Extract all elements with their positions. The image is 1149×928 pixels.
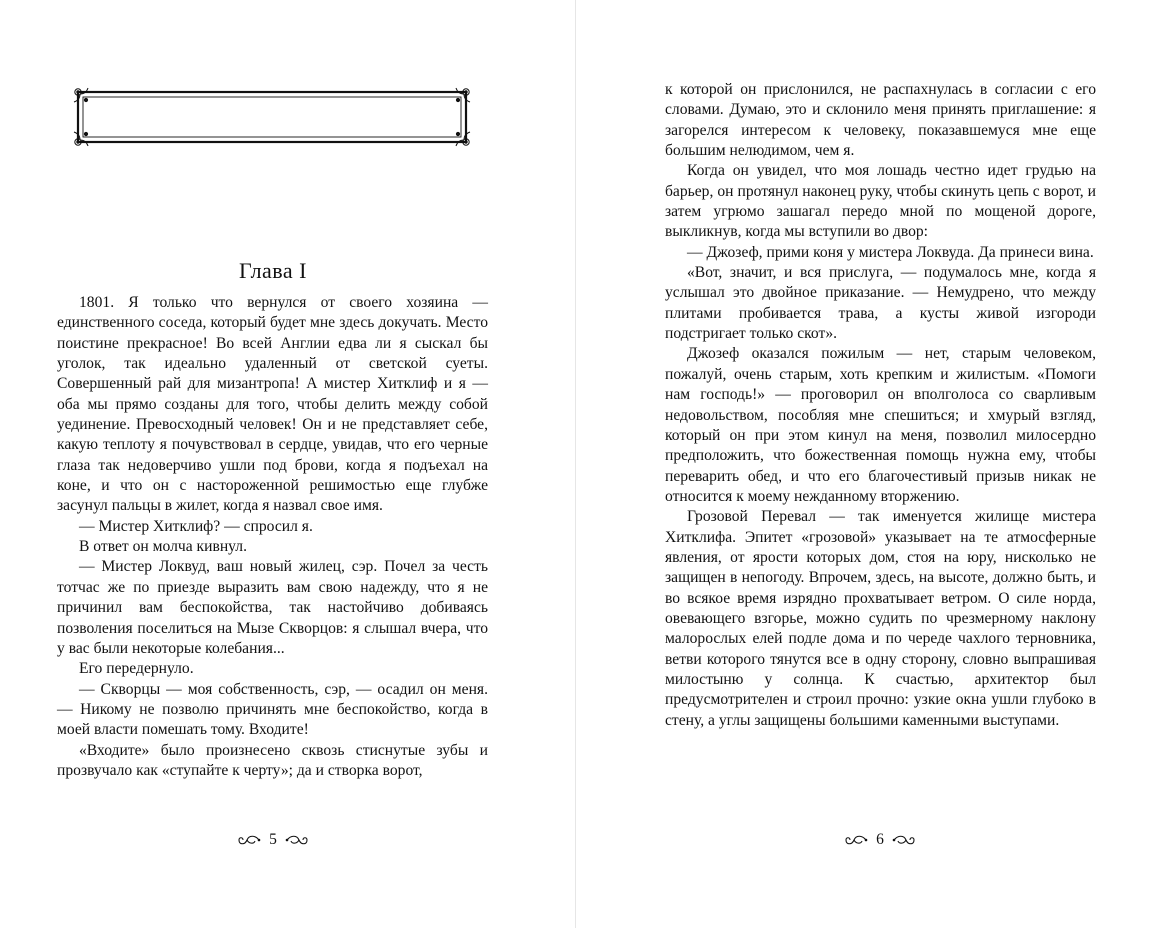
paragraph: 1801. Я только что вернулся от своего хозяина — единственного соседа, который будет мне здесь докучать. Место поистине прекрасное! Во всей Англии едва ли я сыскал бы уголок, так идеально удаленный от светской суеты. Совершенный рай для мизантропа! А мистер Хитклиф и я — оба мы прямо созданы для того, чтобы делить между собой уединение. Превосходный человек! Он и не представляет себе, какую теплоту я почувствовал в сердце, увидав, что его черные глаза так недоверчиво ушли под брови, когда я подъехал на коне, и что он с настороженной решимостью еще глубже засунул пальцы в жилет, когда я назвал свое имя. (57, 294, 488, 515)
paragraph: Когда он увидел, что моя лошадь честно идет грудью на барьер, он протянул наконец руку, чтобы скинуть цепь с ворот, и затем угрюмо зашагал передо мной по мощеной дороге, выкликнув, когда мы вступили во двор: (665, 162, 1096, 241)
paragraph: Джозеф оказался пожилым — нет, старым человеком, пожалуй, очень старым, хоть крепким и жилистым. «Помоги нам господь!» — проговорил он вполголоса со сварливым недовольством, пособляя мне спешиться; и хмурый взгляд, который он при этом кинул на меня, позволил милосердно предположить, что божественная помощь нужна ему, чтобы переварить обед, и что его благочестивый призыв никак не относится к моему нежданному вторжению. (665, 345, 1096, 505)
paragraph: «Входите» было произнесено сквозь стиснутые зубы и прозвучало как «ступайте к черту»; да и створка ворот, (57, 741, 488, 779)
chapter-ornamental-frame (64, 84, 480, 150)
left-text-column (57, 293, 488, 781)
page-number-footer (213, 829, 333, 851)
flourish-right-icon (285, 833, 309, 847)
flourish-left-icon (844, 833, 868, 847)
paragraph: Его передернуло. (79, 660, 194, 678)
paragraph: — Мистер Хитклиф? — спросил я. (79, 517, 313, 535)
right-text-column (665, 80, 1096, 731)
paragraph: В ответ он молча кивнул. (79, 538, 247, 556)
chapter-title: Глава I (239, 258, 307, 283)
paragraph: — Мистер Локвуд, ваш новый жилец, сэр. Почел за честь тотчас же по приезде выразить вам свою надежду, что я не причинил вам беспокойства, так настойчиво добиваясь позволения поселиться на Мызе Скворцов: я слышал вчера, что у вас были некоторые колебания... (57, 558, 488, 657)
flourish-left-icon (237, 833, 261, 847)
paragraph: «Вот, значит, и вся прислуга, — подумалось мне, когда я услышал это двойное приказание. — Немудрено, что между плитами пробивается трава, а кусты живой изгороди подстригает только скот». (665, 264, 1096, 343)
paragraph: Грозовой Перевал — так именуется жилище мистера Хитклифа. Эпитет «грозовой» указывает на те атмосферные явления, от ярости которых дом, стоя на юру, нисколько не защищен в непогоду. Впрочем, здесь, на высоте, должно быть, и во всякое время изрядно прохватывает ветром. О силе норда, овевающего взгорье, можно судить по чрезмерному наклону малорослых елей подле дома и по череде чахлого терновника, ветви которого тянутся все в одну сторону, словно выпрашивая милостыню у солнца. К счастью, архитектор был предусмотрителен и строил прочно: узкие окна ушли глубоко в стену, а углы защищены большими каменными выступами. (665, 508, 1096, 729)
page-number: 5 (269, 831, 277, 848)
paragraph: к которой он прислонился, не распахнулась в согласии с его словами. Думаю, это и склонило меня принять приглашение: я загорелся интересом к человеку, показавшемуся мне еще большим нелюдимом, чем я. (665, 81, 1096, 160)
flourish-right-icon (892, 833, 916, 847)
page-number: 6 (876, 831, 884, 848)
page-number-footer (820, 829, 940, 851)
paragraph: — Джозеф, прими коня у мистера Локвуда. Да принеси вина. (687, 243, 1094, 261)
paragraph: — Скворцы — моя собственность, сэр, — осадил он меня. — Никому не позволю причинять мне беспокойство, когда в моей власти помешать тому. Входите! (57, 680, 488, 739)
right-page (576, 0, 1149, 928)
